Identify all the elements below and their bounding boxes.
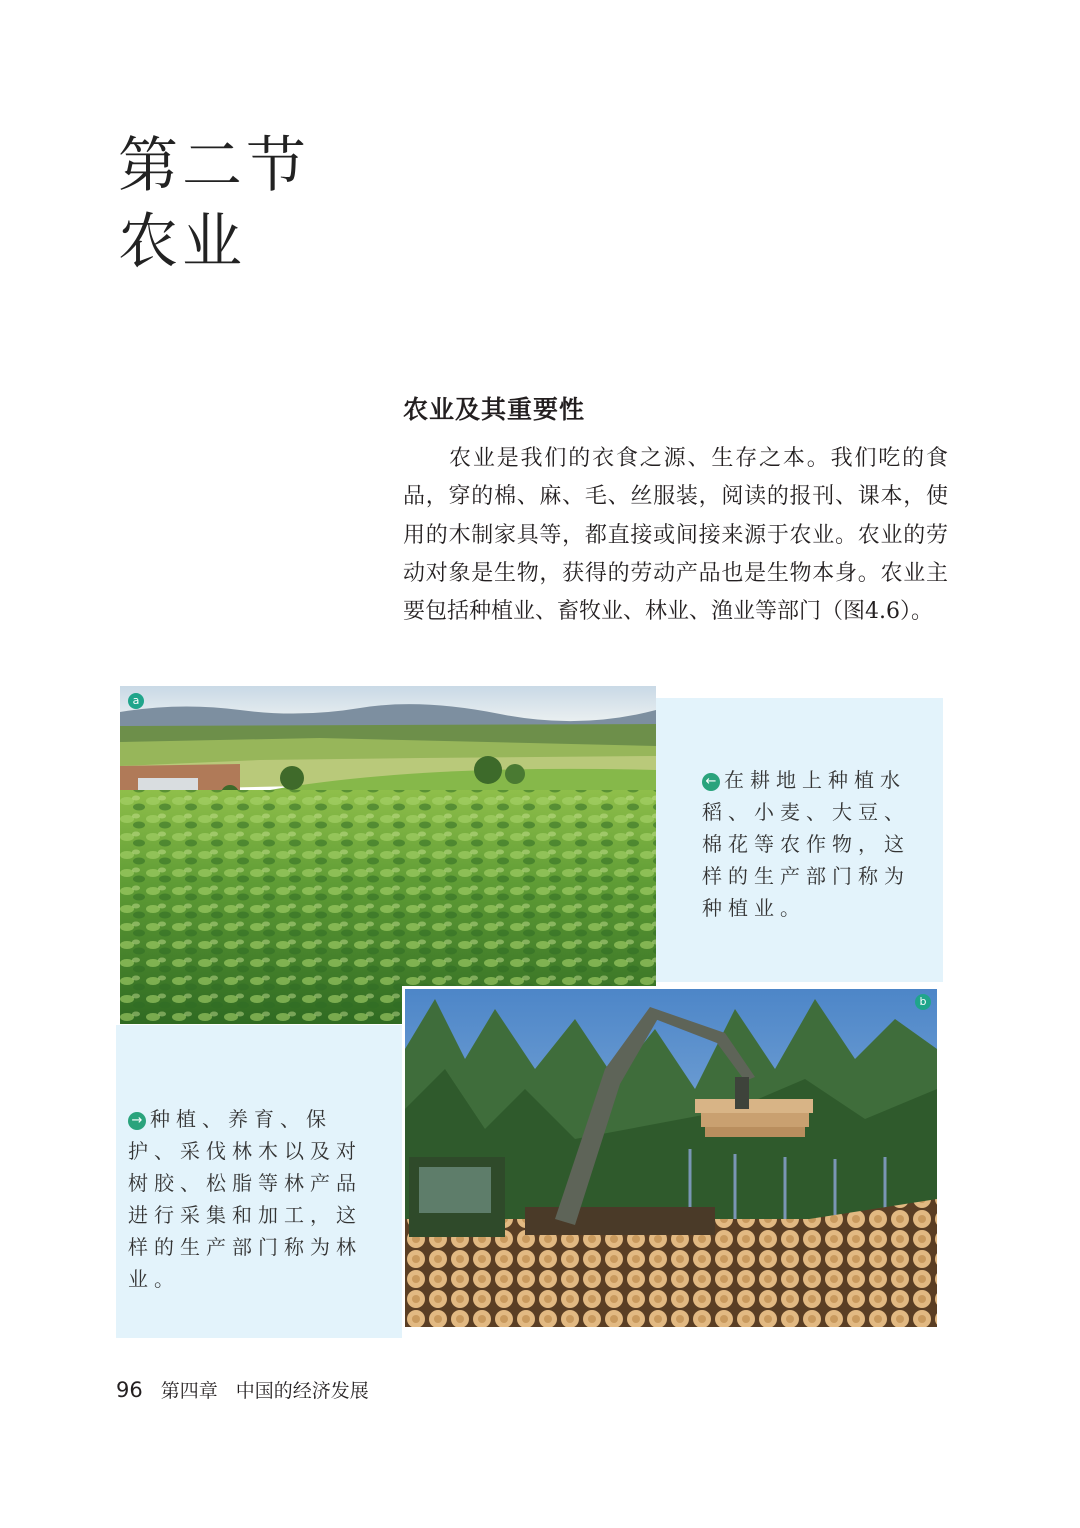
- page-number: 96: [116, 1378, 143, 1402]
- farmland-photo: [120, 686, 656, 1024]
- page-footer: [116, 1376, 369, 1403]
- caption-a-text: 在耕地上种植水稻、小麦、大豆、棉花等农作物，这样的生产部门称为种植业。: [702, 768, 910, 920]
- subheading: 农业及其重要性: [403, 395, 586, 424]
- section-heading: [118, 128, 310, 280]
- chapter-title: 中国的经济发展: [235, 1380, 369, 1402]
- caption-b-text: 种植、养育、保护、采伐林木以及对树胶、松脂等林产品进行采集和加工，这样的生产部门称为林业。: [128, 1107, 362, 1291]
- section-title: 农业: [118, 207, 246, 277]
- section-number-label: 第二节: [118, 131, 310, 201]
- caption-a: [702, 764, 934, 924]
- figure-marker-a: a: [128, 693, 144, 709]
- arrow-right-icon: →: [128, 1112, 146, 1130]
- chapter-label: 第四章: [160, 1380, 218, 1402]
- farmland-image: [120, 686, 656, 1024]
- figure-marker-b: b: [915, 994, 931, 1010]
- body-paragraph: 农业是我们的衣食之源、生存之本。我们吃的食品，穿的棉、麻、毛、丝服装，阅读的报刊、课本，使用的木制家具等，都直接或间接来源于农业。农业的劳动对象是生物，获得的劳动产品也是生物本身。农业主要包括种植业、畜牧业、林业、渔业等部门（图4.6）。: [403, 446, 948, 625]
- caption-b: [128, 1103, 368, 1295]
- forestry-image: [405, 989, 937, 1327]
- arrow-left-icon: ←: [702, 773, 720, 791]
- forestry-photo: [402, 986, 940, 1330]
